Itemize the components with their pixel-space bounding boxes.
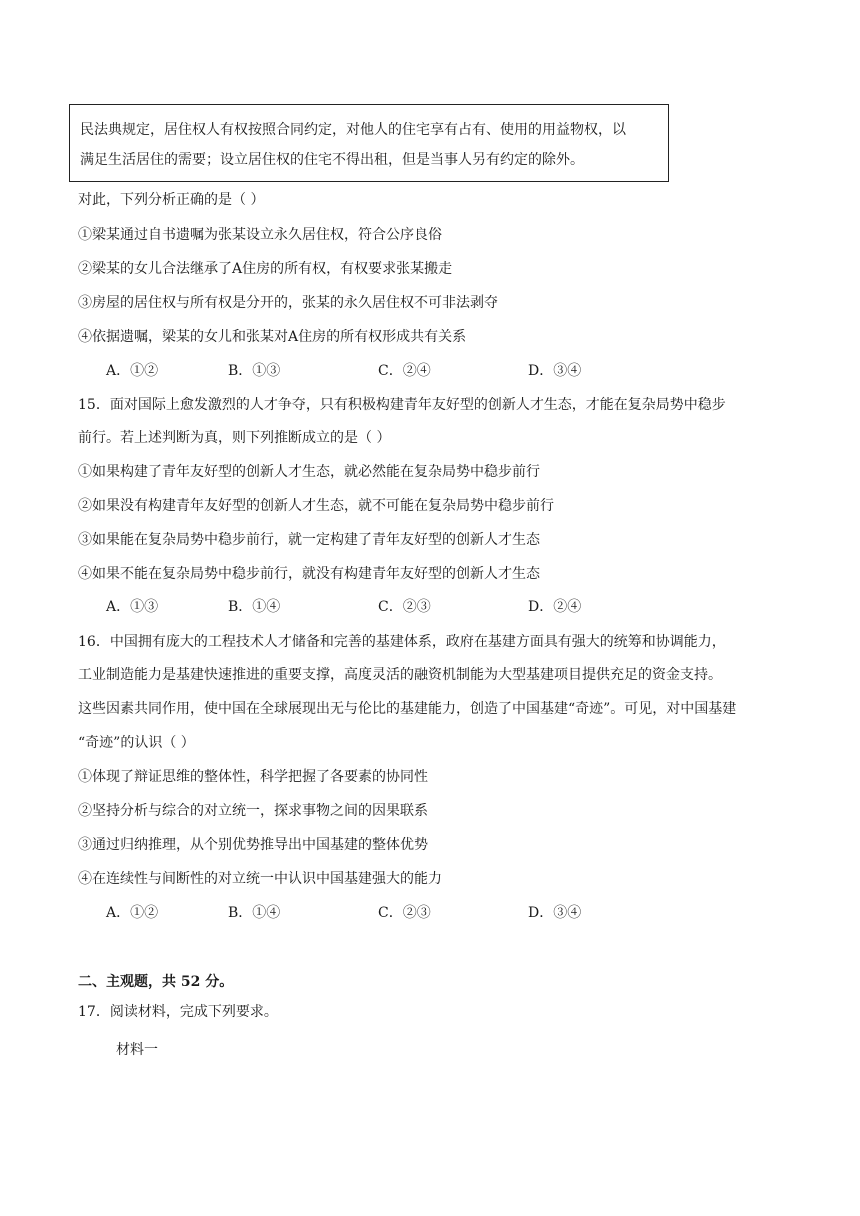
q14-stem: 对此，下列分析正确的是（ ）	[78, 192, 265, 208]
q15-item-2: ②如果没有构建青年友好型的创新人才生态，就不可能在复杂局势中稳步前行	[78, 498, 554, 514]
q16-item-1: ①体现了辩证思维的整体性，科学把握了各要素的协同性	[78, 769, 428, 785]
q15-item-4: ④如果不能在复杂局势中稳步前行，就没有构建青年友好型的创新人才生态	[78, 566, 540, 582]
q15-stem-line-2: 前行。若上述判断为真，则下列推断成立的是（ ）	[78, 430, 391, 446]
q14-option-b[interactable]: B．①③	[228, 363, 281, 379]
quote-line-1: 民法典规定，居住权人有权按照合同约定，对他人的住宅享有占有、使用的用益物权，以	[80, 122, 626, 138]
q15-option-c[interactable]: C．②③	[378, 599, 431, 615]
q16-option-c[interactable]: C．②③	[378, 905, 431, 921]
q14-option-d[interactable]: D．③④	[528, 363, 582, 379]
q14-option-c[interactable]: C．②④	[378, 363, 431, 379]
q14-item-4: ④依据遗嘱，梁某的女儿和张某对A住房的所有权形成共有关系	[78, 329, 467, 345]
q14-item-1: ①梁某通过自书遗嘱为张某设立永久居住权，符合公序良俗	[78, 227, 442, 243]
q15-option-a[interactable]: A．①③	[106, 599, 159, 615]
q14-item-3: ③房屋的居住权与所有权是分开的，张某的永久居住权不可非法剥夺	[78, 295, 498, 311]
q15-option-d[interactable]: D．②④	[528, 599, 582, 615]
q16-stem-line-2: 工业制造能力是基建快速推进的重要支撑，高度灵活的融资机制能为大型基建项目提供充足的资金支持。	[78, 667, 722, 683]
q16-item-3: ③通过归纳推理，从个别优势推导出中国基建的整体优势	[78, 837, 428, 853]
q16-stem-line-3: 这些因素共同作用，使中国在全球展现出无与伦比的基建能力，创造了中国基建“奇迹”。可见，对中国基建	[78, 701, 737, 717]
q16-stem-line-4: “奇迹”的认识（ ）	[78, 735, 195, 751]
q15-item-1: ①如果构建了青年友好型的创新人才生态，就必然能在复杂局势中稳步前行	[78, 464, 540, 480]
q16-item-4: ④在连续性与间断性的对立统一中认识中国基建强大的能力	[78, 871, 442, 887]
q15-option-b[interactable]: B．①④	[228, 599, 281, 615]
q17-stem: 17．阅读材料，完成下列要求。	[78, 1004, 278, 1020]
q16-option-d[interactable]: D．③④	[528, 905, 582, 921]
quote-box	[69, 104, 669, 182]
q16-item-2: ②坚持分析与综合的对立统一，探求事物之间的因果联系	[78, 803, 428, 819]
q15-stem-line-1: 15．面对国际上愈发激烈的人才争夺，只有积极构建青年友好型的创新人才生态，才能在复杂局势中稳步	[78, 397, 726, 413]
quote-line-2: 满足生活居住的需要；设立居住权的住宅不得出租，但是当事人另有约定的除外。	[80, 152, 584, 168]
section-heading: 二、主观题，共 52 分。	[78, 974, 234, 990]
q14-item-2: ②梁某的女儿合法继承了A住房的所有权，有权要求张某搬走	[78, 261, 453, 277]
material-label: 材料一	[116, 1042, 158, 1058]
q16-option-b[interactable]: B．①④	[228, 905, 281, 921]
q15-item-3: ③如果能在复杂局势中稳步前行，就一定构建了青年友好型的创新人才生态	[78, 532, 540, 548]
q16-stem-line-1: 16．中国拥有庞大的工程技术人才储备和完善的基建体系，政府在基建方面具有强大的统筹和协调能力，	[78, 634, 726, 650]
q16-option-a[interactable]: A．①②	[106, 905, 159, 921]
q14-option-a[interactable]: A．①②	[106, 363, 159, 379]
